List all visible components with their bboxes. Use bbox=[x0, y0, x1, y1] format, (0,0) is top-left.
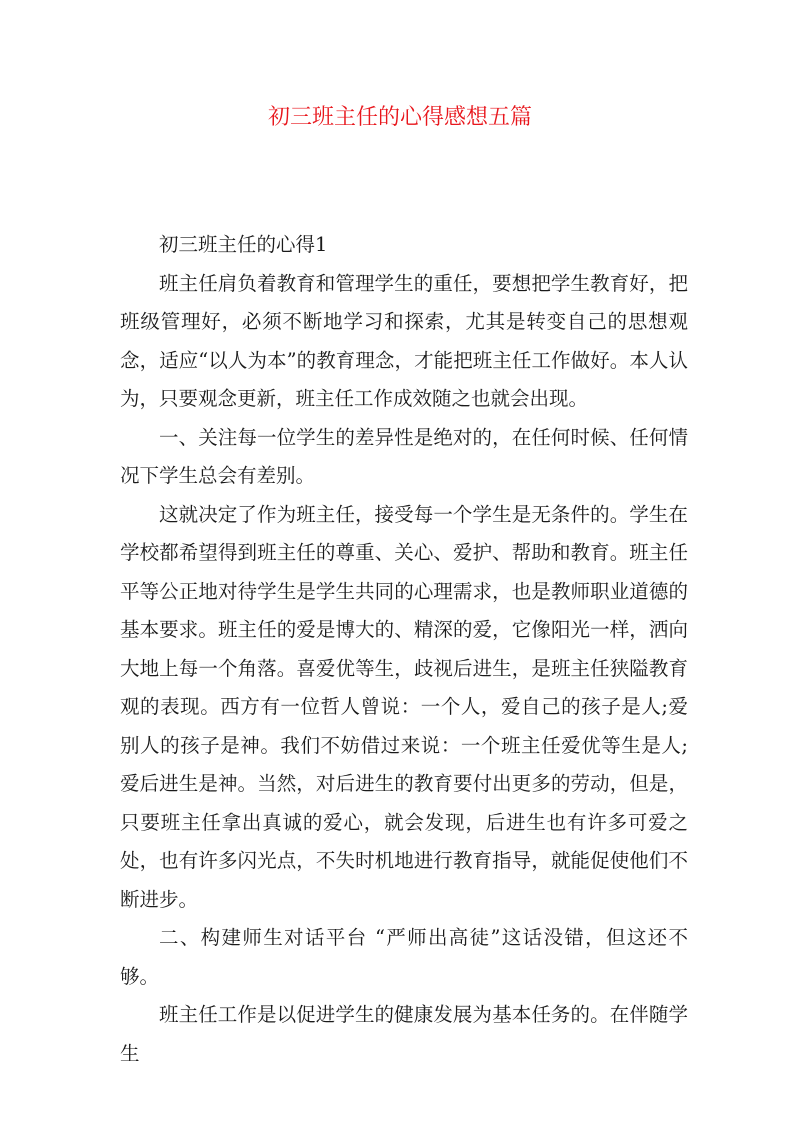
paragraph: 一、关注每一位学生的差异性是绝对的，在任何时候、任何情况下学生总会有差别。 bbox=[120, 425, 688, 487]
section-heading: 初三班主任的心得1 bbox=[159, 233, 328, 256]
paragraph: 班主任肩负着教育和管理学生的重任，要想把学生教育好，把班级管理好，必须不断地学习和探索，尤其是转变自己的思想观念，适应“以人为本”的教育理念，才能把班主任工作做好。本人认为，只要观念更新，班主任工作成效随之也就会出现。 bbox=[120, 271, 688, 410]
document-body bbox=[120, 226, 688, 1073]
paragraph: 班主任工作是以促进学生的健康发展为基本任务的。在伴随学生 bbox=[120, 1003, 688, 1065]
paragraph: 二、构建师生对话平台 “严师出高徒”这话没错，但这还不够。 bbox=[120, 926, 688, 988]
paragraph: 这就决定了作为班主任，接受每一个学生是无条件的。学生在学校都希望得到班主任的尊重、关心、爱护、帮助和教育。班主任平等公正地对待学生是学生共同的心理需求，也是教师职业道德的基本要求。班主任的爱是博大的、精深的爱，它像阳光一样，洒向大地上每一个角落。喜爱优等生，歧视后进生，是班主任狭隘教育观的表现。西方有一位哲人曾说：一个人，爱自己的孩子是人;爱别人的孩子是神。我们不妨借过来说：一个班主任爱优等生是人;爱后进生是神。当然，对后进生的教育要付出更多的劳动，但是，只要班主任拿出真诚的爱心，就会发现，后进生也有许多可爱之处，也有许多闪光点，不失时机地进行教育指导，就能促使他们不断进步。 bbox=[120, 502, 688, 911]
document-title: 初三班主任的心得感想五篇 bbox=[267, 105, 532, 130]
